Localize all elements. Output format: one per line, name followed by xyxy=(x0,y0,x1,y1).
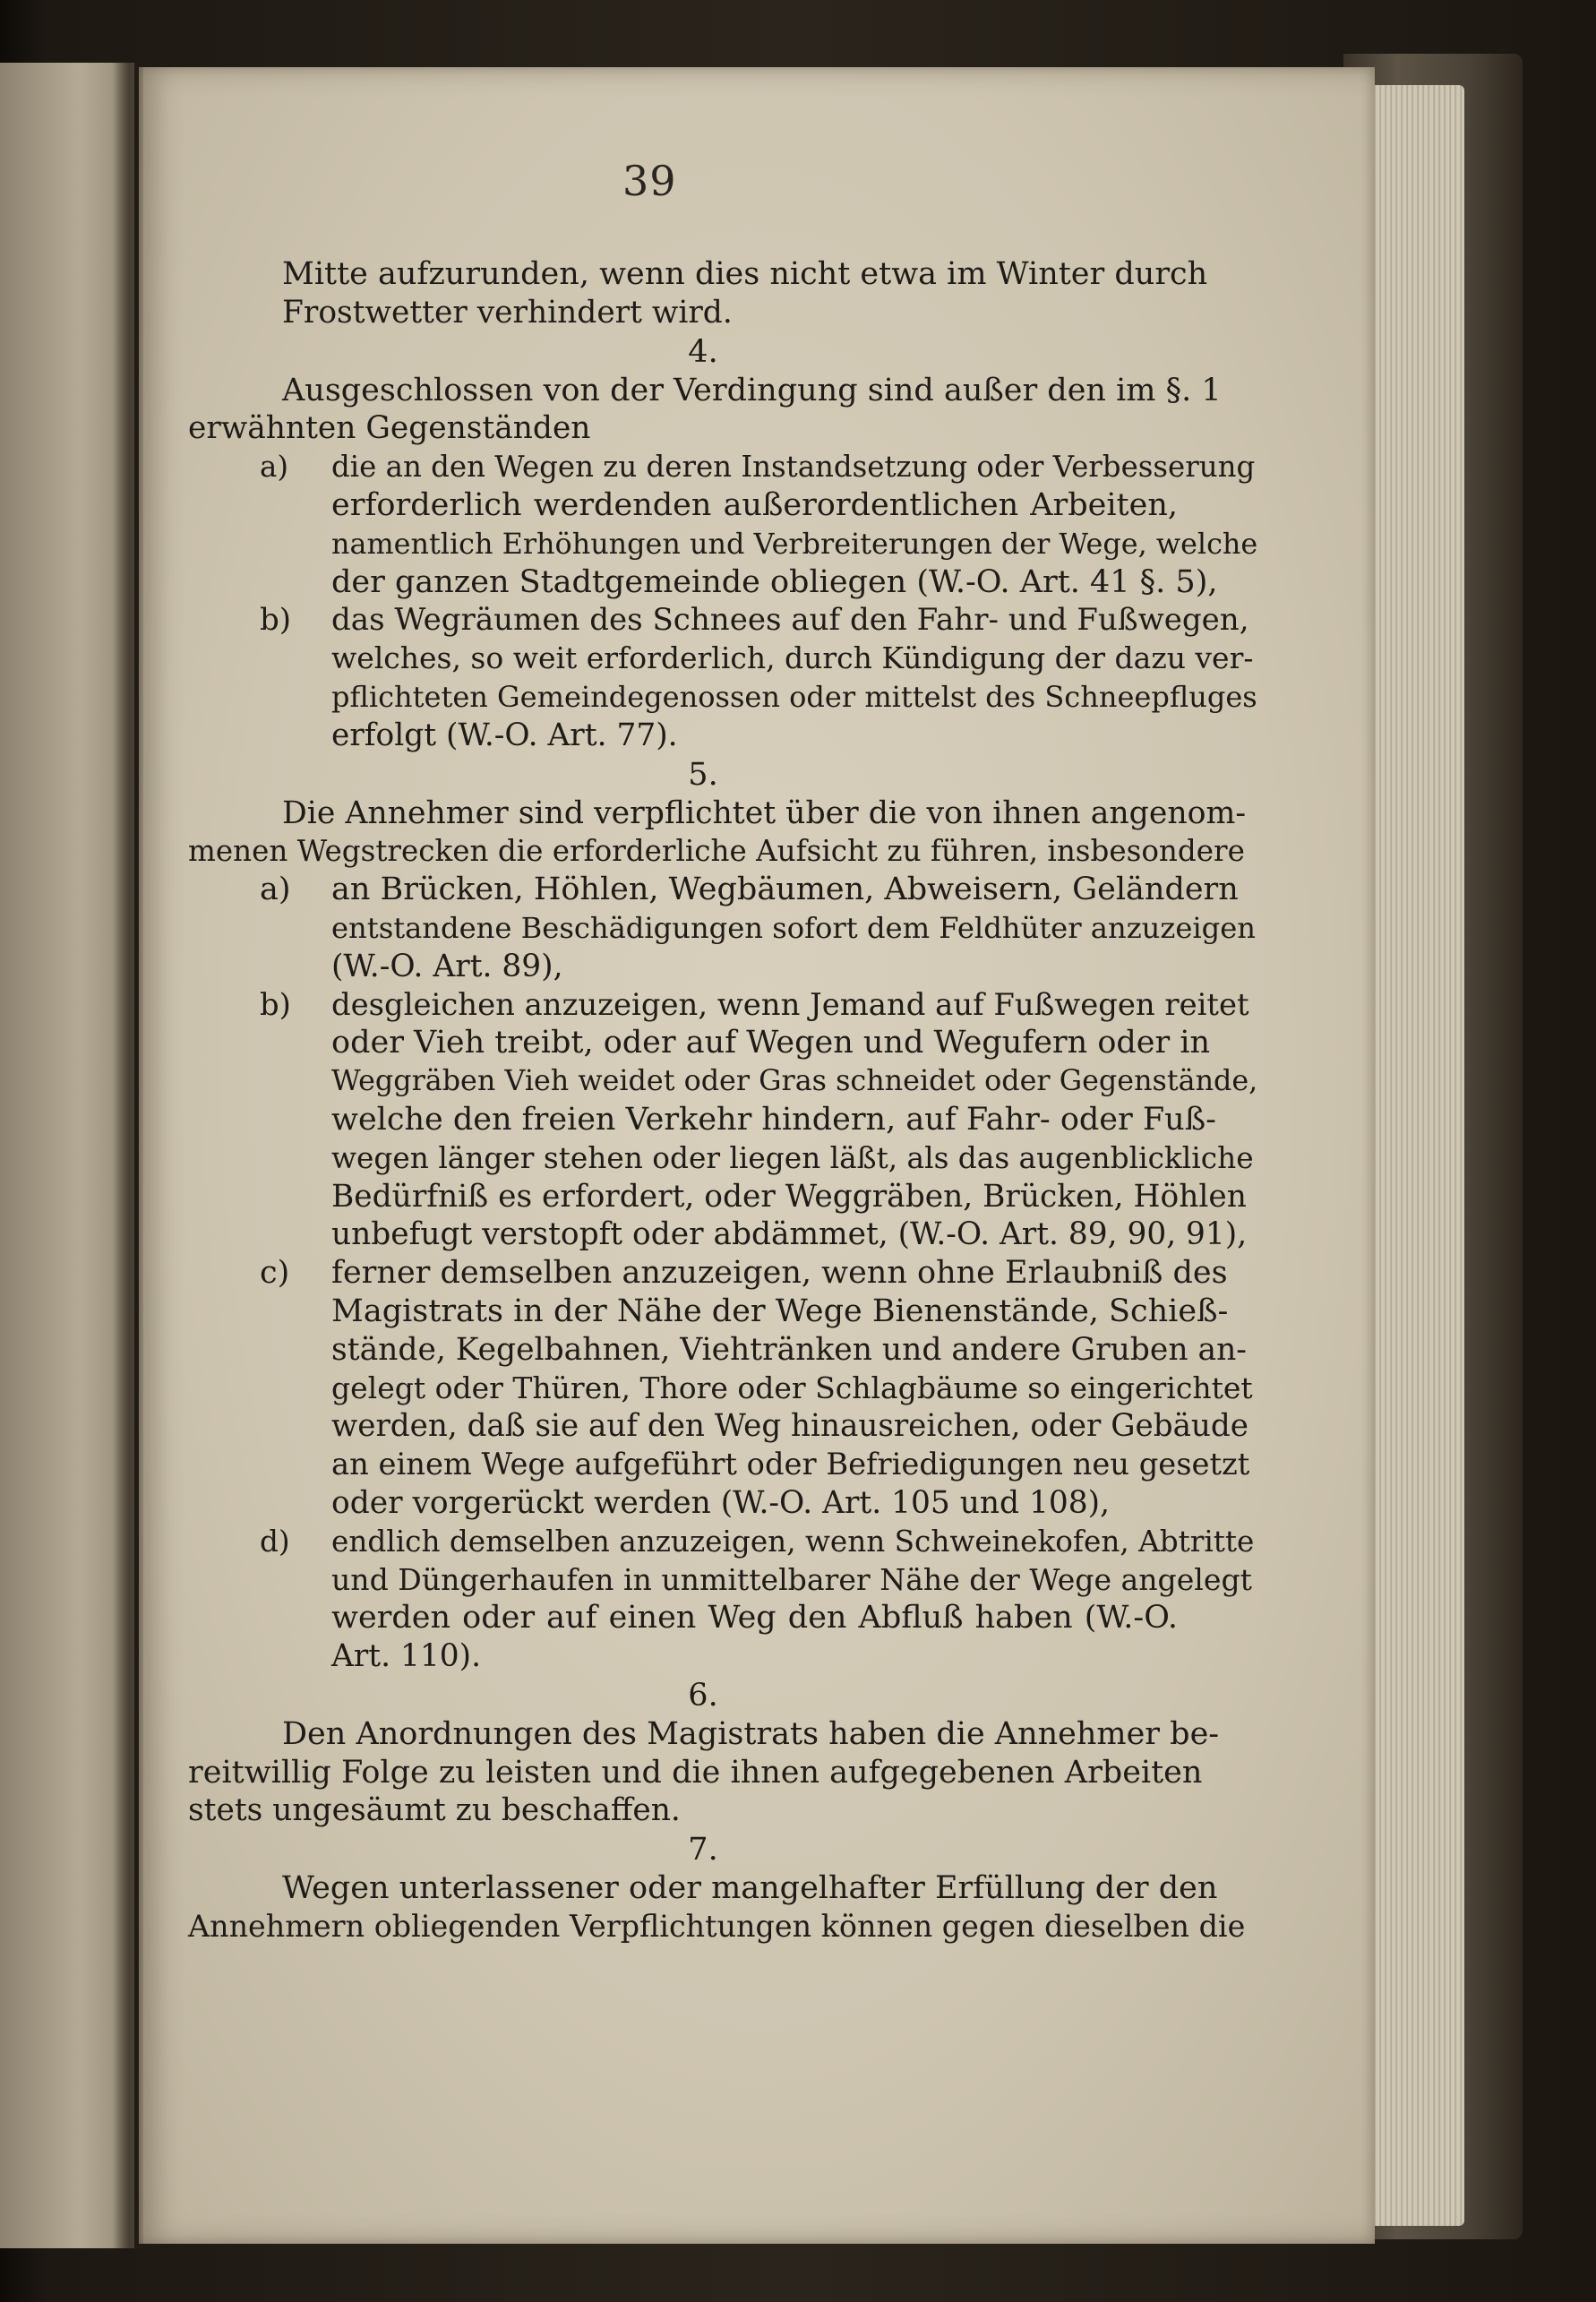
line-text: oder vorgerückt werden (W.-O. Art. 105 und 108), xyxy=(331,1484,1111,1521)
text-line xyxy=(188,948,1263,986)
text-line xyxy=(188,1331,1247,1370)
text-line xyxy=(188,1869,1218,1908)
line-text: wegen länger stehen oder liegen läßt, als das augenblickliche xyxy=(331,1140,1254,1175)
line-text: erforderlich werdenden außerordentlichen Arbeiten, xyxy=(331,486,1178,523)
text-line xyxy=(188,1062,1258,1101)
text-line xyxy=(188,372,1222,410)
page-edges xyxy=(1366,85,1464,2226)
text-line xyxy=(188,1254,1228,1293)
line-text: oder Vieh treibt, oder auf Wegen und Wegufern oder in xyxy=(331,1025,1211,1061)
line-text: erwähnten Gegenständen xyxy=(188,410,591,447)
gutter-shadow xyxy=(112,63,143,2248)
text-line xyxy=(188,678,1257,717)
line-text: stets ungesäumt zu beschaffen. xyxy=(188,1792,681,1829)
line-text: Weggräben Vieh weidet oder Gras schneidet oder Gegenstände, xyxy=(331,1064,1258,1098)
page-body xyxy=(188,255,1263,1946)
text-line xyxy=(188,255,1208,294)
list-item-label: b) xyxy=(260,986,291,1022)
line-text: Magistrats in der Nähe der Wege Bienenstände, Schieß- xyxy=(331,1293,1229,1329)
line-text: endlich demselben anzuzeigen, wenn Schweinekofen, Abtritte xyxy=(331,1524,1255,1559)
line-text: gelegt oder Thüren, Thore oder Schlagbäume so eingerichtet xyxy=(331,1370,1253,1405)
text-line xyxy=(188,832,1245,871)
line-text: welche den freien Verkehr hindern, auf Fahr- oder Fuß- xyxy=(331,1101,1216,1138)
section-number xyxy=(188,332,1173,372)
line-text: Ausgeschlossen von der Verdingung sind außer den im §. 1 xyxy=(282,372,1222,408)
text-line xyxy=(188,1484,1263,1523)
line-text: desgleichen anzuzeigen, wenn Jemand auf Fußwegen reitet xyxy=(331,986,1249,1022)
line-text: Wegen unterlassener oder mangelhafter Erfüllung der den xyxy=(282,1870,1218,1907)
text-line xyxy=(188,1791,1263,1830)
line-text: an einem Wege aufgeführt oder Befriedigungen neu gesetzt xyxy=(331,1447,1250,1482)
text-line xyxy=(188,1523,1255,1561)
text-line xyxy=(188,294,1263,332)
text-line xyxy=(188,986,1249,1025)
line-text: entstandene Beschädigungen sofort dem Feldhüter anzuzeigen xyxy=(331,910,1257,945)
text-line xyxy=(188,409,1263,448)
text-line xyxy=(188,1370,1253,1408)
line-text: Art. 110). xyxy=(331,1638,482,1675)
text-line xyxy=(188,601,1249,640)
text-line xyxy=(188,1446,1250,1484)
text-line xyxy=(188,1101,1216,1139)
section-number xyxy=(188,1830,1173,1869)
line-text: namentlich Erhöhungen und Verbreiterungen der Wege, welche xyxy=(331,526,1258,561)
list-item-label: c) xyxy=(260,1255,290,1292)
text-line xyxy=(188,525,1258,563)
text-line xyxy=(188,1215,1248,1254)
text-line xyxy=(188,1599,1178,1637)
line-text: stände, Kegelbahnen, Viehtränken und andere Gruben an- xyxy=(331,1331,1247,1368)
page-number: 39 xyxy=(622,157,677,205)
text-line xyxy=(188,1754,1203,1792)
line-text: reitwillig Folge zu leisten und die ihnen aufgegebenen Arbeiten xyxy=(188,1754,1203,1791)
list-item-label: a) xyxy=(260,450,288,485)
text-line xyxy=(188,563,1218,602)
text-line xyxy=(188,795,1247,833)
text-line xyxy=(188,448,1256,486)
line-text: werden oder auf einen Weg den Abfluß haben (W.-O. xyxy=(331,1600,1178,1636)
text-line xyxy=(188,717,1263,755)
line-text: 4. xyxy=(688,333,718,370)
line-text: Den Anordnungen des Magistrats haben die Annehmer be- xyxy=(282,1715,1220,1752)
section-number xyxy=(188,755,1173,795)
text-line xyxy=(188,871,1239,909)
line-text: unbefugt verstopft oder abdämmet, (W.-O. Art. 89, 90, 91), xyxy=(331,1216,1248,1253)
text-line xyxy=(188,1178,1247,1216)
text-line xyxy=(188,640,1254,678)
line-text: die an den Wegen zu deren Instandsetzung oder Verbesserung xyxy=(331,450,1256,485)
line-text: an Brücken, Höhlen, Wegbäumen, Abweisern, Geländern xyxy=(331,872,1239,908)
list-item-label: b) xyxy=(260,602,292,639)
text-line xyxy=(188,486,1178,525)
line-text: das Wegräumen des Schnees auf den Fahr- und Fußwegen, xyxy=(331,602,1249,639)
text-line xyxy=(188,1407,1249,1446)
line-text: Annehmern obliegenden Verpflichtungen können gegen dieselben die xyxy=(188,1909,1246,1945)
line-text: erfolgt (W.-O. Art. 77). xyxy=(331,717,678,753)
line-text: ferner demselben anzuzeigen, wenn ohne Erlaubniß des xyxy=(331,1255,1228,1292)
line-text: der ganzen Stadtgemeinde obliegen (W.-O. Art. 41 §. 5), xyxy=(331,563,1218,600)
line-text: 5. xyxy=(688,756,718,793)
list-item-label: d) xyxy=(260,1524,290,1559)
text-line xyxy=(188,1293,1229,1331)
text-line xyxy=(188,909,1257,948)
line-text: Frostwetter verhindert wird. xyxy=(282,294,733,331)
list-item-label: a) xyxy=(260,872,291,908)
line-text: 6. xyxy=(688,1677,718,1714)
line-text: 7. xyxy=(688,1832,718,1868)
line-text: und Düngerhaufen in unmittelbarer Nähe der Wege angelegt xyxy=(331,1561,1252,1597)
text-line xyxy=(188,1024,1211,1062)
line-text: (W.-O. Art. 89), xyxy=(331,948,563,984)
text-line xyxy=(188,1139,1254,1178)
book-page xyxy=(139,67,1375,2244)
line-text: welches, so weit erforderlich, durch Kündigung der dazu ver- xyxy=(331,640,1254,676)
line-text: Bedürfniß es erfordert, oder Weggräben, Brücken, Höhlen xyxy=(331,1178,1247,1215)
line-text: pflichteten Gemeindegenossen oder mittelst des Schneepfluges xyxy=(331,679,1257,714)
line-text: werden, daß sie auf den Weg hinausreichen, oder Gebäude xyxy=(331,1408,1249,1445)
line-text: Mitte aufzurunden, wenn dies nicht etwa im Winter durch xyxy=(282,256,1208,292)
line-text: Die Annehmer sind verpflichtet über die von ihnen angenom- xyxy=(282,795,1247,831)
section-number xyxy=(188,1676,1173,1715)
text-line xyxy=(188,1637,1263,1676)
text-line xyxy=(188,1908,1246,1946)
text-line xyxy=(188,1715,1220,1754)
line-text: menen Wegstrecken die erforderliche Aufsicht zu führen, insbesondere xyxy=(188,834,1245,869)
text-line xyxy=(188,1561,1252,1600)
